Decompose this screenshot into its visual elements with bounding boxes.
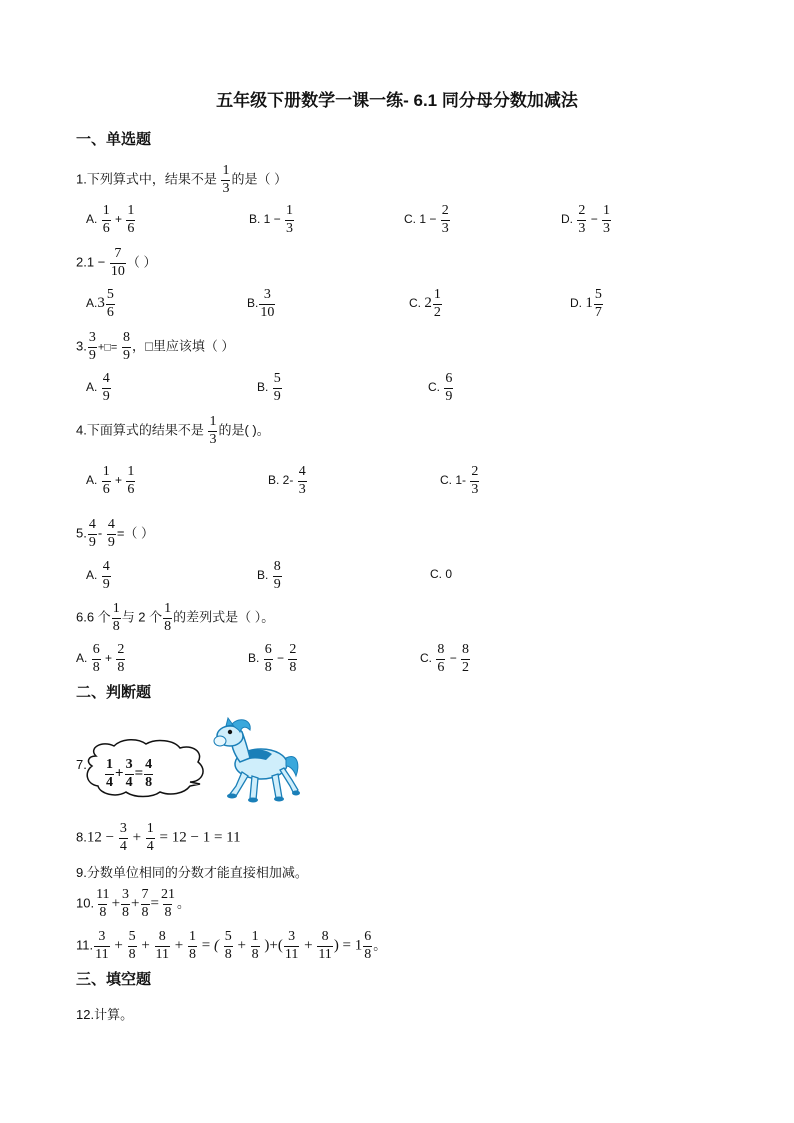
question-number: 6. (76, 609, 87, 625)
question-text: 1 − (86, 254, 106, 270)
q5-option-c[interactable]: C. 0 (430, 567, 453, 581)
q6-option-a[interactable]: A. $\frac{6}{8}$ + $\frac{2}{8}$ (76, 642, 125, 675)
question-12: 12.计算。 (76, 1007, 134, 1022)
question-number: 1. (76, 171, 87, 187)
question-number: 8. (76, 829, 87, 845)
question-10: 10. $\frac{11}{8}$ + $\frac{3}{8}$ + $\frac{7}{8}$ = $\frac{21}{8}$ 。 (76, 887, 190, 920)
q4-option-b[interactable]: B. 2- $\frac{4}{3}$ (268, 464, 306, 497)
bubble-equation: $\frac{1}{4}$ + $\frac{3}{4}$ = $\frac{4}{8}$ (106, 757, 153, 790)
question-number: 7. (76, 757, 87, 772)
question-number: 4. (76, 422, 87, 438)
q3-option-b[interactable]: B. $\frac{5}{9}$ (257, 371, 281, 404)
section-heading-true-false: 二、判断题 (76, 684, 152, 701)
question-text-end: =（ ） (116, 525, 155, 541)
section-heading-fill-in: 三、填空题 (76, 971, 152, 988)
q2-option-b[interactable]: B. $\frac{3}{10}$ (247, 287, 275, 320)
horse-illustration (206, 714, 302, 810)
question-text-end: ，□里应该填（ ） (131, 338, 235, 354)
q6-option-c[interactable]: C. $\frac{8}{6}$ − $\frac{8}{2}$ (420, 642, 470, 675)
question-number: 3. (76, 338, 87, 354)
q1-option-c[interactable]: C. 1 − $\frac{2}{3}$ (404, 203, 449, 236)
q2-option-d[interactable]: D. 1 $\frac{5}{7}$ (570, 287, 602, 320)
q2-option-a[interactable]: A.3 $\frac{5}{6}$ (86, 287, 114, 320)
q4-option-a[interactable]: A. $\frac{1}{6}$ + $\frac{1}{6}$ (86, 464, 135, 497)
question-number: 2. (76, 254, 87, 270)
question-3: 3. $\frac{3}{9}$ +□= $\frac{8}{9}$ ，□里应该填（ ） (76, 330, 235, 363)
question-2 (76, 247, 157, 279)
q1-option-d[interactable]: D. $\frac{2}{3}$ − $\frac{1}{3}$ (561, 203, 611, 236)
question-number: 5. (76, 525, 87, 541)
question-text-end: 的是( )。 (218, 422, 270, 438)
question-text: 下列算式中，结果不是 (86, 171, 217, 187)
q6-option-b[interactable]: B. $\frac{6}{8}$ − $\frac{2}{8}$ (248, 642, 297, 675)
question-text: 下面算式的结果不是 (86, 422, 204, 438)
question-text-end: （ ） (126, 254, 157, 270)
page-title: 五年级下册数学一课一练- 6.1 同分母分数加减法 (216, 91, 578, 110)
q5-option-a[interactable]: A. $\frac{4}{9}$ (86, 559, 110, 592)
question-5: 5. $\frac{4}{9}$ - $\frac{4}{9}$ =（ ） (76, 517, 155, 550)
fraction: $\frac{7}{10}$ (110, 246, 125, 279)
question-8: 8.12 − $\frac{3}{4}$ + $\frac{1}{4}$ = 12 − 1 = 11 (76, 821, 241, 854)
q2-option-c[interactable]: C. 2 $\frac{1}{2}$ (409, 287, 441, 320)
question-text-end: 的是（ ） (231, 171, 288, 187)
q3-option-c[interactable]: C. $\frac{6}{9}$ (428, 371, 453, 404)
q1-option-a[interactable]: A. $\frac{1}{6}$ + $\frac{1}{6}$ (86, 203, 135, 236)
question-11: 11. $\frac{3}{11}$ + $\frac{5}{8}$ + $\frac{8}{11}$ + $\frac{1}{8}$ = ( $\frac{5}{8}$ + $\frac{1}{8}$ )+( $\frac{3}{11}$ + $\frac{8}{11}$ ) = 1 $\frac{6}{8}$ 。 (76, 929, 387, 962)
q1-option-b[interactable]: B. 1 − $\frac{1}{3}$ (249, 203, 294, 236)
question-1 (76, 164, 287, 196)
question-text-end: 的差列式是（ ）。 (173, 609, 275, 625)
section-heading-single-choice: 一、单选题 (76, 131, 152, 148)
question-6: 6.6 个 $\frac{1}{8}$ 与 2 个 $\frac{1}{8}$ 的差列式是（ ）。 (76, 601, 275, 634)
q3-option-a[interactable]: A. $\frac{4}{9}$ (86, 371, 110, 404)
q4-option-c[interactable]: C. 1- $\frac{2}{3}$ (440, 464, 479, 497)
question-4: 4.下面算式的结果不是 $\frac{1}{3}$ 的是( )。 (76, 414, 270, 447)
question-9: 9.分数单位相同的分数才能直接相加减。 (76, 865, 308, 880)
q5-option-b[interactable]: B. $\frac{8}{9}$ (257, 559, 281, 592)
fraction: $\frac{1}{3}$ (222, 163, 230, 196)
